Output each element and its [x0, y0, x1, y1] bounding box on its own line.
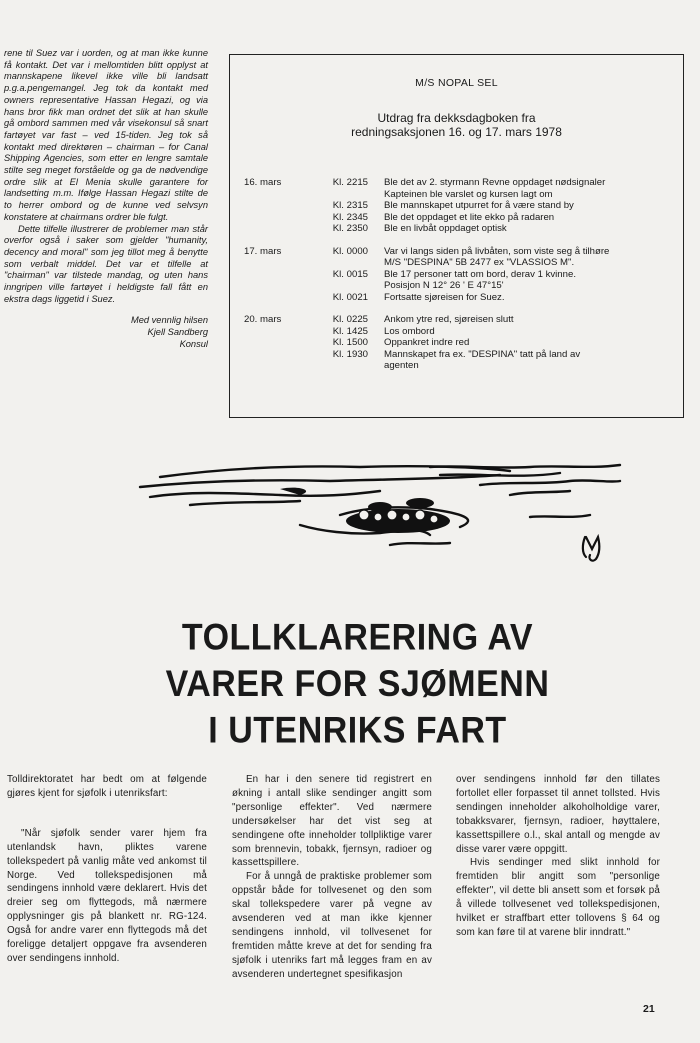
logbook-day-group: [244, 246, 674, 304]
article-paragraph: Hvis sendinger med slikt innhold for fremtiden blir angitt som "personlige effekter", vil dette bli ansett som et forsøk på å villede tollvesenet ved tollekspedisjonen, hvilket er straffbart etter tollovens § 64 og som kan føre til at varene blir inndratt.": [456, 857, 660, 938]
article-column-3: [456, 773, 660, 940]
log-entry: [244, 292, 674, 304]
log-time: Kl. 2345: [332, 211, 368, 223]
log-text: Kapteinen ble varslet og kursen lagt om: [384, 188, 553, 200]
logbook-subtitle: [230, 111, 683, 139]
log-entry: [244, 337, 674, 349]
letter-signer-title: Konsul: [179, 338, 208, 349]
headline-line: I UTENRIKS FART: [208, 709, 507, 751]
article-paragraph: "Når sjøfolk sender varer hjem fra utenlandsk havn, pliktes varene tollekspedert på vanlig måte ved ankomst til Norge. Ved tollekspedisjonen må sendingens innhold være deklarert. Hvis det dreier seg om flyttegods, må nærmere opplysninger gis på blankett nr. RG-124. Også for andre varer enn flyttegods må det foreligge detaljert oppgave fra avsenderen over sendingens innhold.: [7, 827, 207, 964]
log-text: agenten: [384, 360, 419, 371]
letter-greeting: Med vennlig hilsen: [130, 315, 208, 326]
log-entry: [244, 223, 674, 235]
logbook-subtitle-line: Utdrag fra dekksdagboken fra: [377, 111, 536, 125]
article-column-2: [232, 773, 432, 982]
log-text: Ble det oppdaget et lite ekko på radaren: [384, 211, 555, 223]
log-entry: [244, 314, 674, 326]
log-time: Kl. 0225: [332, 314, 368, 325]
letter-signer-name: Kjell Sandberg: [147, 327, 208, 338]
logbook-subtitle-line: redningsaksjonen 16. og 17. mars 1978: [351, 125, 562, 139]
article-paragraph: For å unngå de praktiske problemer som oppstår både for tollvesenet og den som skal tollekspedere varer på vegne av avsenderen ved at man ikke kjenner sendingens innhold, vil tollvesenet for fremtiden måtte kreve at det for sending fra sjøfolk i utenriks fart må legges fram en av avsenderen undertegnet spesifikasjon: [232, 871, 432, 980]
page-number: 21: [643, 1003, 655, 1015]
log-entry: [244, 189, 674, 201]
log-text: Fortsatte sjøreisen for Suez.: [384, 291, 505, 303]
log-entry: [244, 269, 674, 281]
log-entry: [244, 177, 674, 189]
log-entry: [244, 349, 674, 361]
log-time: Kl. 0000: [332, 245, 368, 257]
log-entry: [244, 257, 674, 269]
log-entry: [244, 280, 674, 292]
log-time: Kl. 2215: [332, 177, 368, 188]
log-time: Kl. 2315: [332, 200, 368, 211]
log-text: Los ombord: [384, 325, 435, 337]
log-time: Kl. 1425: [332, 325, 368, 337]
headline-line: TOLLKLARERING AV: [181, 616, 534, 659]
log-time: Kl. 1930: [332, 348, 368, 360]
logbook-entries: [244, 177, 674, 383]
logbook-box: [229, 54, 684, 418]
logbook-day-group: [244, 314, 674, 372]
log-text: Oppankret indre red: [384, 337, 470, 348]
log-time: Kl. 0021: [332, 291, 368, 303]
log-entry: [244, 212, 674, 224]
article-paragraph: over sendingens innhold før den tillates fortollet eller forpasset til annet tollsted. Hvis sendingen inneholder alkoholholdige varer, tobakksvarer, fjernsyn, radioer, høyttalere, kassettspillere o.l., skal antall og mengde av disse varer være oppgitt.: [456, 774, 660, 855]
logbook-day-group: [244, 177, 674, 235]
log-date: 20. mars: [244, 314, 282, 325]
log-entry: [244, 360, 674, 372]
consul-letter: [4, 48, 208, 351]
article-column-1: [7, 773, 207, 966]
article-paragraph: En har i den senere tid registrert en økning i antall slike sendinger angitt som "personlige effekter". Ved nærmere undersøkelser har det vist seg at sendingene ofte inneholder tollpliktige varer som brennevin, tobakk, fjernsyn, radioer og kassettspillere.: [232, 774, 432, 869]
log-time: Kl. 0015: [332, 268, 368, 280]
log-time: Kl. 2350: [332, 223, 368, 234]
article-paragraph: Tolldirektoratet har bedt om at følgende gjøres kjent for sjøfolk i utenriksfart:: [7, 774, 207, 799]
headline-line: VARER FOR SJØMENN: [165, 663, 550, 705]
log-text: Posisjon N 12° 26 ' E 47°15': [384, 280, 504, 291]
log-text: Ble mannskapet utpurret for å være stand by: [384, 200, 574, 211]
artist-monogram: [583, 537, 599, 561]
log-text: Mannskapet fra ex. "DESPINA" tatt på land av: [384, 348, 581, 360]
log-entry: [244, 246, 674, 258]
log-text: Ble en livbåt oppdaget optisk: [384, 223, 507, 234]
log-text: M/S "DESPINA" 5B 2477 ex "VLASSIOS M".: [384, 257, 575, 268]
letter-paragraph: rene til Suez var i uorden, og at man ikke kunne få kontakt. Det var i mellomtiden blitt opplyst at mannskapene likevel ikke ville bli landsatt p.g.a.pengemangel. Jeg tok da kontakt med owners representative Hassan Hegazi, og via hans bror fikk man ordnet det slik at han skulle gå ombord sammen med vår visekonsul så snart fartøyet var fast – ved 15-tiden. Jeg tok så kontakt med direktøren – chairman – for Canal Shipping Agencies, som etter en lengre samtale stilte seg meget forståelde og ga de nødvendige ordre slik at El Menia skulle garantere for landsetting m.m. Ifølge Hassan Hegazi stilte de to herrer ombord og de kunne ved selvsyn konstatere at chairmans ordrer ble fulgt.: [4, 48, 208, 222]
log-date: 17. mars: [244, 245, 282, 257]
log-entry: [244, 326, 674, 338]
log-text: Var vi langs siden på livbåten, som viste seg å tilhøre: [384, 245, 610, 257]
log-entry: [244, 200, 674, 212]
letter-signature: [4, 315, 208, 350]
log-text: Ble 17 personer tatt om bord, derav 1 kvinne.: [384, 268, 576, 280]
log-text: Ankom ytre red, sjøreisen slutt: [384, 314, 514, 325]
log-date: 16. mars: [244, 177, 282, 188]
log-text: Ble det av 2. styrmann Revne oppdaget nødsignaler: [384, 177, 606, 188]
letter-paragraph: Dette tilfelle illustrerer de problemer man står overfor også i saker som gjelder "humanity, decency and moral" som jeg tillot meg å benytte som verbalt middel. Det var et tilfelle at "chairman" var tilstede mandag, og uten hans inngripen ville fartøyet i heldigste fall fått en ekstra dags liggetid i Suez.: [4, 223, 208, 304]
log-time: Kl. 1500: [332, 337, 368, 348]
sea-sketch-illustration: [130, 445, 630, 575]
article-headline: [100, 615, 615, 754]
ship-name: M/S NOPAL SEL: [415, 77, 498, 89]
